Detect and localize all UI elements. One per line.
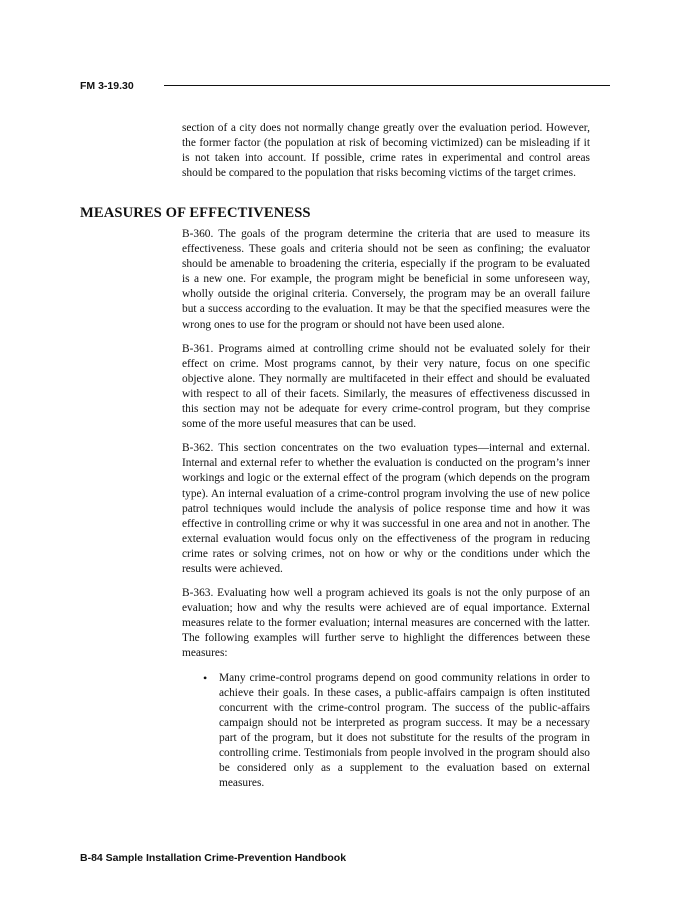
paragraph-b-362: B-362. This section concentrates on the two evaluation types—internal and external. Internal and external refer to whether the evaluation is conducted on the program’s inner workings and logic or the external effect of the program (which depends on the program type). An internal evaluation of a crime-control program involving the use of new police patrol techniques would include the analysis of police response time and how it was effective in controlling crime or why it was successful in one area and not in another. The external evaluation would focus only on the effectiveness of the program in reducing crime rates or solving crimes, not on how or why or the conditions under which the results were achieved. [182, 442, 590, 575]
bullet-marker: • [203, 670, 208, 685]
section-body [182, 227, 590, 791]
bullet-text: Many crime-control programs depend on good community relations in order to achieve their goals. In these cases, a public-affairs campaign is often instituted concurrent with the crime-control program. The success of the public-affairs campaign should not be interpreted as program success. It may be a necessary part of the program, but it does not substitute for the results of the program in controlling crime. Testimonials from people involved in the program should also be considered only as a supplement to the evaluation based on external measures. [219, 671, 590, 790]
section-heading: MEASURES OF EFFECTIVENESS [80, 205, 311, 221]
header-rule [164, 85, 610, 86]
bullet-list [182, 671, 590, 792]
paragraph-b-363: B-363. Evaluating how well a program achieved its goals is not the only purpose of an evaluation; how and why the results were achieved are of equal importance. External measures relate to the former evaluation; internal measures are concerned with the latter. The following examples will further serve to highlight the differences between these measures: [182, 587, 590, 660]
paragraph-b-360: B-360. The goals of the program determine the criteria that are used to measure its effectiveness. These goals and criteria should not be seen as confining; the evaluator should be amenable to broadening the criteria, especially if the program to be evaluated is a new one. For example, the program might be beneficial in some unforeseen way, wholly outside the original criteria. Conversely, the program may be an overall failure but a success according to the evaluation. It may be that the specified measures were the wrong ones to use for the program or should not have been used alone. [182, 228, 590, 331]
bullet-item [182, 671, 590, 792]
document-id: FM 3-19.30 [80, 80, 134, 92]
page-header [80, 79, 610, 93]
paragraph-b-361: B-361. Programs aimed at controlling crime should not be evaluated solely for their effect on crime. Most programs cannot, by their very nature, focus on one specific objective alone. They normally are multifaceted in their effect and should be evaluated with respect to all of their facets. Similarly, the measures of effectiveness discussed in this section may not be adequate for every crime-control program, but they comprise some of the more useful measures that can be used. [182, 342, 590, 431]
continuation-paragraph: section of a city does not normally change greatly over the evaluation period. However, the former factor (the population at risk of becoming victimized) can be misleading if it is not taken into account. If possible, crime rates in experimental and control areas should be compared to the population that risks becoming victims of the target crimes. [182, 122, 590, 180]
page-footer: B-84 Sample Installation Crime-Prevention Handbook [80, 852, 347, 864]
